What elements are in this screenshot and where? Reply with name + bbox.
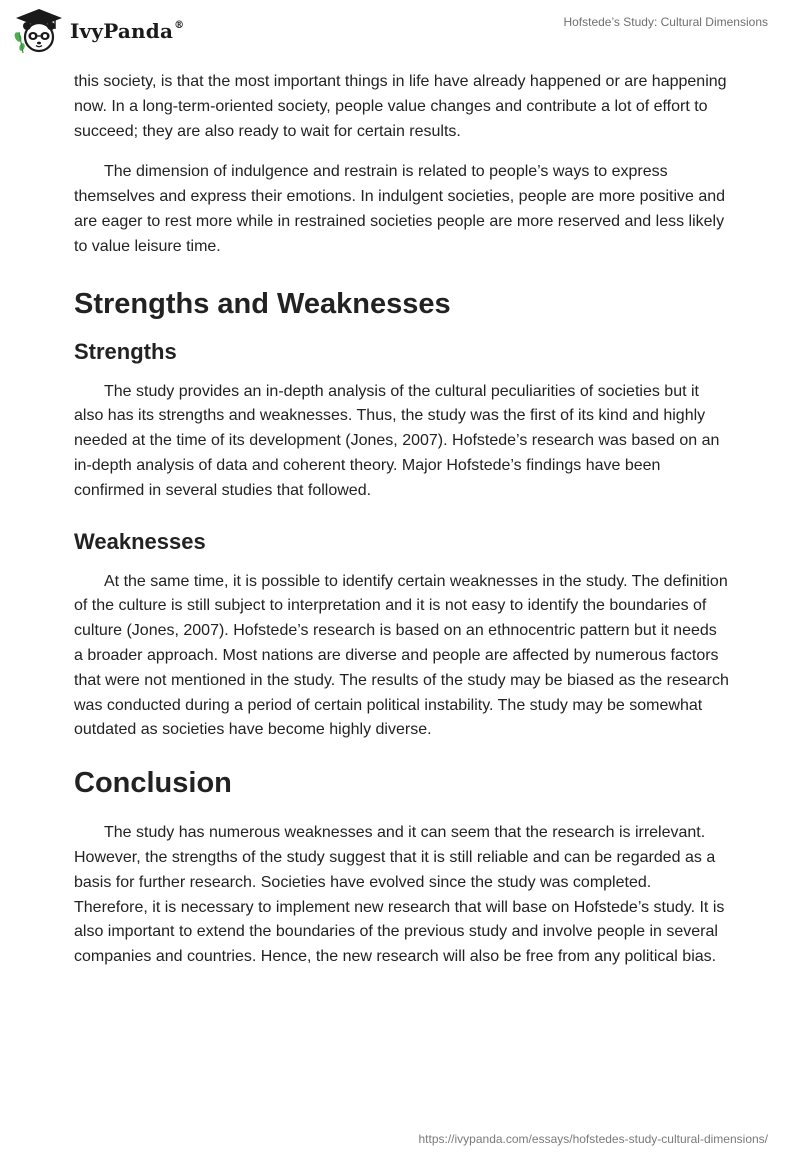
brand-text: IvyPanda [70, 19, 174, 43]
registered-mark: ® [174, 20, 185, 31]
page-header [0, 0, 800, 64]
article-body [74, 70, 729, 970]
heading-weaknesses: Weaknesses [74, 528, 206, 554]
paragraph-continuation: this society, is that the most important things in life have already happened or are happening now. In a long-term-oriented society, people value changes and contribute a lot of effort to succeed; they are also ready to wait for certain results. [74, 73, 727, 140]
brand-name [70, 19, 184, 43]
document-title: Hofstede’s Study: Cultural Dimensions [563, 15, 768, 29]
ivypanda-logo[interactable] [14, 7, 184, 55]
paragraph-conclusion: The study has numerous weaknesses and it can seem that the research is irrelevant. However, the strengths of the study suggest that it is still reliable and can be regarded as a basis for further research. Societies have evolved since the study was completed. Therefore, it is necessary to implement new research that will base on Hofstede’s study. It is also important to extend the boundaries of the previous study and involve people in several companies and countries. Hence, the new research will also be free from any political bias. [74, 824, 725, 966]
heading-strengths-weaknesses: Strengths and Weaknesses [74, 287, 451, 320]
paragraph-weaknesses: At the same time, it is possible to identify certain weaknesses in the study. The definition of the culture is still subject to interpretation and it is not easy to identify the boundaries of culture (Jones, 2007). Hofstede’s research is based on an ethnocentric pattern but it needs a broader approach. Most nations are diverse and people are affected by numerous factors that were not mentioned in the study. The results of the study may be biased as the research was conducted during a period of certain political instability. The study may be somewhat outdated as societies have become highly diverse. [74, 572, 729, 739]
source-url[interactable]: https://ivypanda.com/essays/hofstedes-study-cultural-dimensions/ [418, 1132, 768, 1146]
paragraph-strengths: The study provides an in-depth analysis of the cultural peculiarities of societies but it also has its strengths and weaknesses. Thus, the study was the first of its kind and highly needed at the time of its development (Jones, 2007). Hofstede’s research was based on an in-depth analysis of data and coherent theory. Major Hofstede’s findings have been confirmed in several studies that followed. [74, 382, 720, 499]
heading-strengths: Strengths [74, 338, 177, 364]
paragraph-indulgence: The dimension of indulgence and restrain is related to people’s ways to express themselves and express their emotions. In indulgent societies, people are more positive and are eager to rest more while in restrained societies people are more reserved and less likely to value leisure time. [74, 163, 726, 255]
heading-conclusion: Conclusion [74, 767, 232, 800]
panda-graduate-icon [14, 7, 64, 55]
